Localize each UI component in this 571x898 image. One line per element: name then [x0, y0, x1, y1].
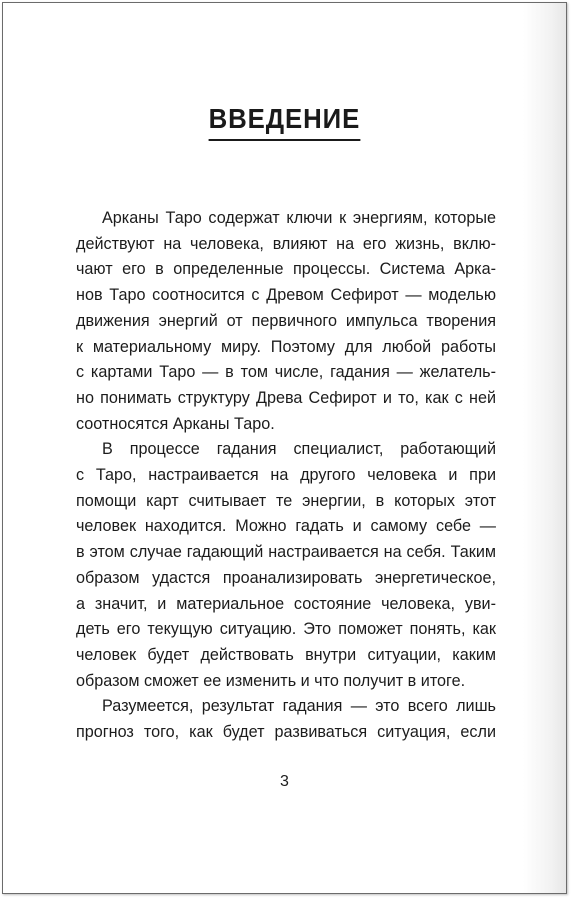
text-line: в этом случае гадающий настраивается на себя. Таким — [76, 543, 496, 562]
book-page — [2, 2, 567, 894]
page-number: 3 — [280, 773, 289, 790]
text-line: Разумеется, результат гадания — это всего лишь — [102, 697, 496, 716]
paragraph — [76, 437, 496, 694]
text-line: деть его текущую ситуацию. Это поможет понять, как — [76, 620, 496, 639]
text-line: нов Таро соотносится с Древом Сефирот — моделью — [76, 286, 496, 305]
text-line: образом удастся проанализировать энергетическое, — [76, 568, 496, 587]
text-line: чают его в определенные процессы. Система Арка- — [76, 260, 496, 279]
text-line: с Таро, настраивается на другого человека и при — [76, 466, 496, 485]
text-line: образом сможет ее изменить и что получит в итоге. — [76, 671, 466, 690]
body-text — [76, 206, 496, 746]
text-line: помощи карт считывает те энергии, в которых этот — [76, 491, 496, 510]
paragraph — [76, 206, 496, 437]
text-line: Арканы Таро содержат ключи к энергиям, которые — [102, 209, 496, 227]
text-line: а значит, и материальное состояние человека, уви- — [76, 594, 496, 613]
text-line: движения энергий от первичного импульса творения — [76, 311, 496, 330]
text-line: действуют на человека, влияют на его жизнь, вклю- — [76, 234, 496, 253]
text-line: человек находится. Можно гадать и самому себе — — [76, 517, 496, 536]
text-line: с картами Таро — в том числе, гадания — желатель- — [76, 363, 496, 382]
text-line: В процессе гадания специалист, работающий — [102, 440, 496, 459]
text-line: прогноз того, как будет развиваться ситуация, если — [76, 723, 496, 742]
text-line: человек будет действовать внутри ситуации, каким — [76, 645, 496, 664]
chapter-heading-container — [3, 103, 566, 141]
text-line: соотносятся Арканы Таро. — [76, 414, 275, 433]
text-line: но понимать структуру Древа Сефирот и то, как с ней — [76, 388, 496, 407]
text-line: к материальному миру. Поэтому для любой работы — [76, 337, 496, 356]
paragraph — [76, 694, 496, 745]
chapter-heading: ВВЕДЕНИЕ — [209, 103, 361, 141]
